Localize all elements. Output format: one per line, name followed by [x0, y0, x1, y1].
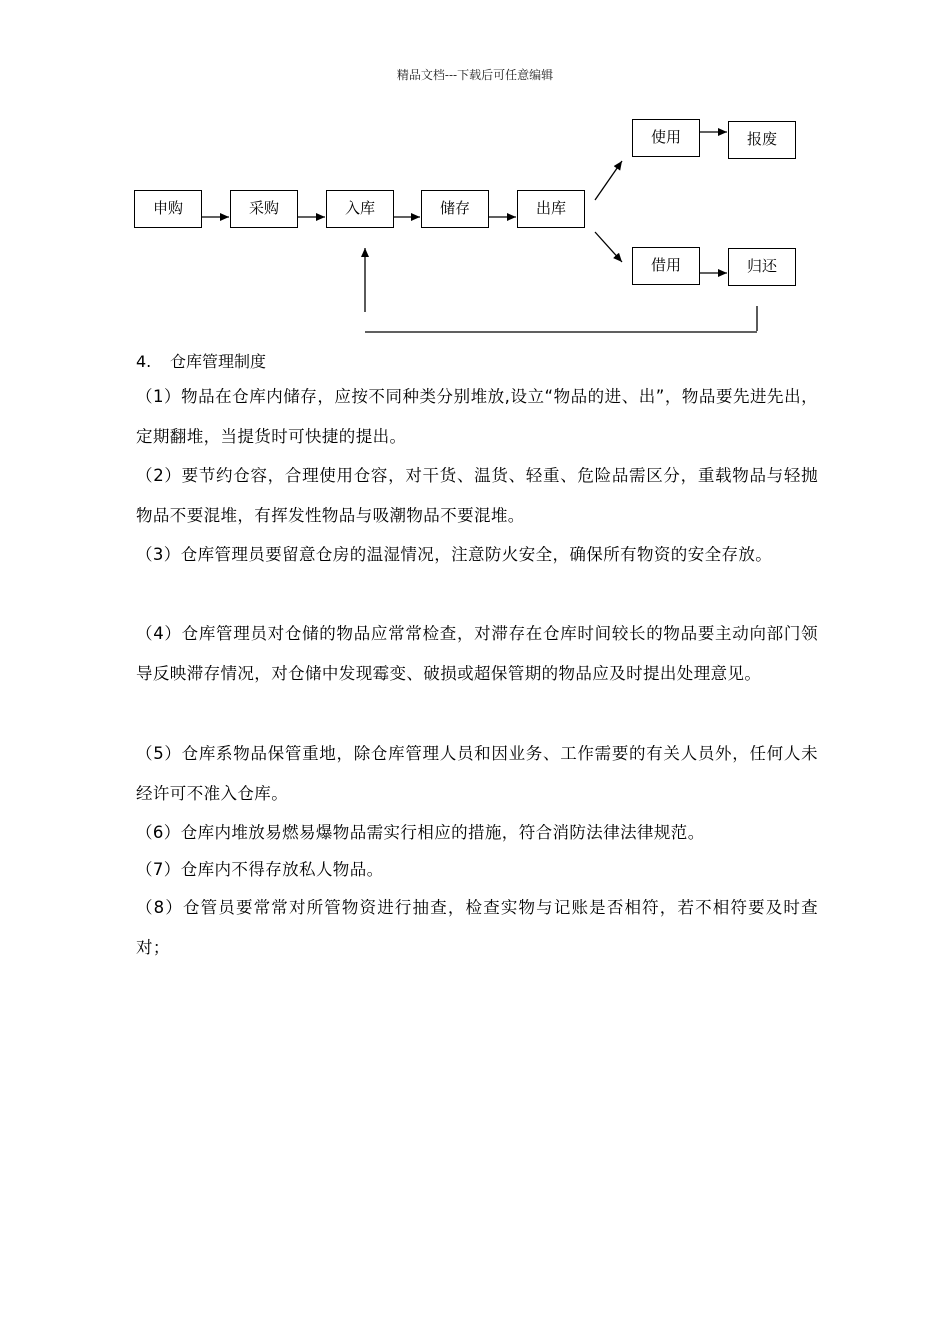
paragraph-1: （1）物品在仓库内储存，应按不同种类分别堆放,设立“物品的进、出”，物品要先进先出，定期翻堆，当提货时可快捷的提出。 [136, 387, 818, 446]
node-return: 归还 [728, 248, 796, 286]
node-borrow: 借用 [632, 247, 700, 285]
section-heading [136, 349, 266, 372]
paragraph-6: （6）仓库内堆放易燃易爆物品需实行相应的措施，符合消防法律法律规范。 [136, 823, 705, 842]
node-inbound: 入库 [326, 190, 394, 228]
node-purchase: 采购 [230, 190, 298, 228]
node-outbound: 出库 [517, 190, 585, 228]
paragraph-7: （7）仓库内不得存放私人物品。 [136, 860, 384, 879]
node-use: 使用 [632, 119, 700, 157]
arrow-outbound-borrow [595, 232, 622, 262]
section-title: 仓库管理制度 [170, 352, 267, 371]
paragraph-5: （5）仓库系物品保管重地，除仓库管理人员和因业务、工作需要的有关人员外，任何人未经许可不准入仓库。 [136, 744, 818, 803]
section-number: 4. [136, 352, 152, 371]
node-storage: 储存 [421, 190, 489, 228]
paragraph-4: （4）仓库管理员对仓储的物品应常常检查，对滞存在仓库时间较长的物品要主动向部门领导反映滞存情况，对仓储中发现霉变、破损或超保管期的物品应及时提出处理意见。 [136, 624, 818, 683]
arrow-outbound-use [595, 161, 622, 200]
node-apply: 申购 [134, 190, 202, 228]
paragraph-8: （8）仓管员要常常对所管物资进行抽查，检查实物与记账是否相符，若不相符要及时查对； [136, 898, 818, 957]
node-scrap: 报废 [728, 121, 796, 159]
flowchart-connectors [0, 0, 950, 345]
paragraph-3: （3）仓库管理员要留意仓房的温湿情况，注意防火安全，确保所有物资的安全存放。 [136, 545, 773, 564]
page-header: 精品文档---下载后可任意编辑 [396, 68, 554, 82]
paragraph-2: （2）要节约仓容，合理使用仓容，对干货、温货、轻重、危险品需区分，重载物品与轻抛物品不要混堆，有挥发性物品与吸潮物品不要混堆。 [136, 466, 818, 525]
